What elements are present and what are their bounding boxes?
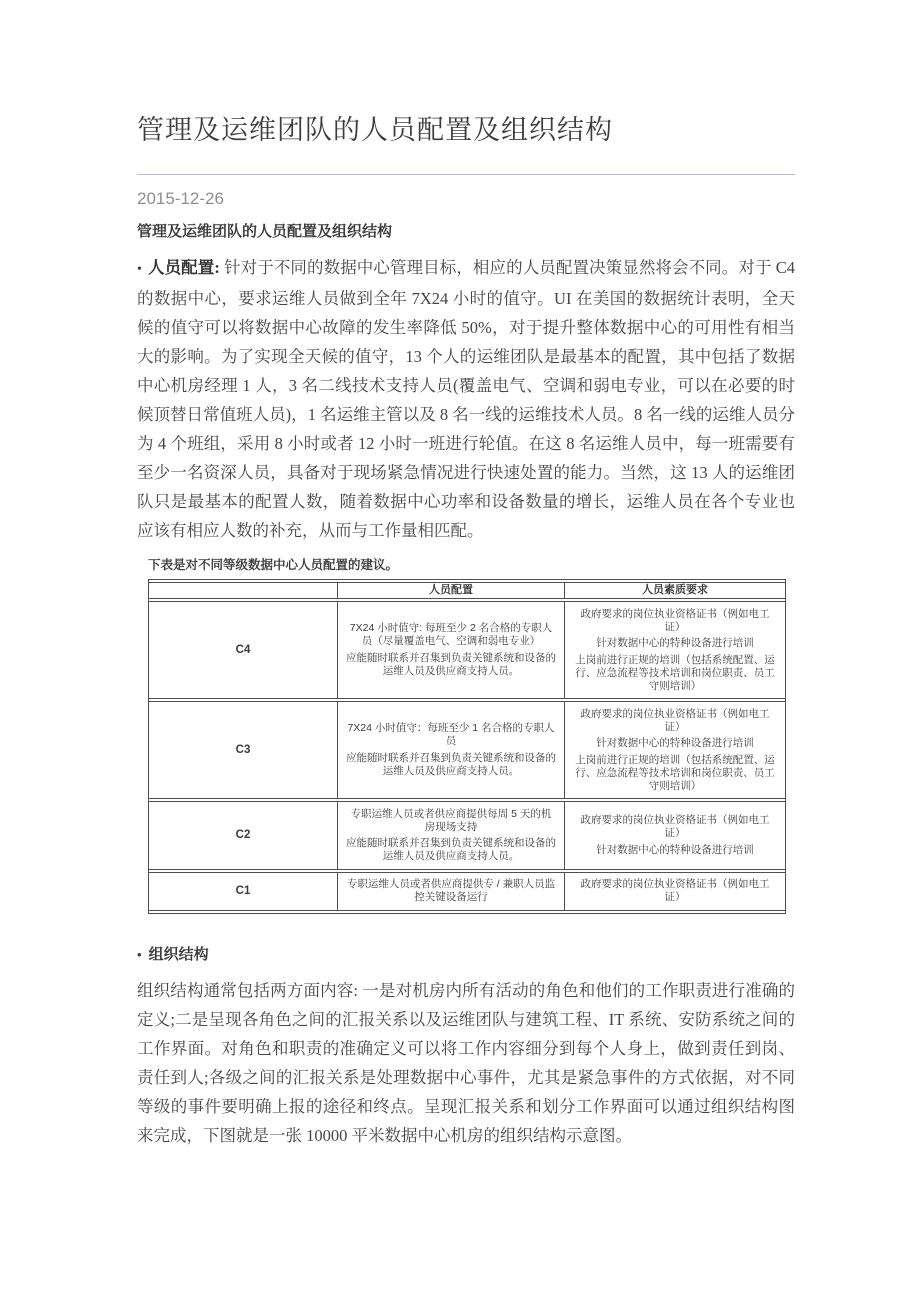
quality-item: 政府要求的岗位执业资格证书（例如电工证）	[580, 814, 770, 839]
document-content	[137, 110, 795, 1150]
table-row-c2	[149, 801, 785, 870]
publish-date: 2015-12-26	[137, 189, 224, 208]
section-heading: 管理及运维团队的人员配置及组织结构	[137, 223, 393, 240]
header-tier	[149, 582, 337, 599]
config-cell	[337, 701, 564, 799]
config-cell	[337, 601, 564, 699]
quality-item: 政府要求的岗位执业资格证书（例如电工证）	[580, 707, 770, 733]
tier-cell: C1	[149, 872, 337, 911]
config-item: 应能随时联系并召集到负责关键系统和设备的运维人员及供应商支持人员。	[346, 837, 556, 862]
header-quality: 人员素质要求	[564, 582, 785, 599]
quality-cell	[564, 601, 785, 699]
config-item: 7X24 小时值守: 每班至少 2 名合格的专职人员（尽量覆盖电气、空调和弱电专业）	[349, 622, 553, 648]
page-title: 管理及运维团队的人员配置及组织结构	[137, 115, 613, 145]
org-structure-paragraph: 组织结构通常包括两方面内容: 一是对机房内所有活动的角色和他们的工作职责进行准确的定义;二是呈现各角色之间的汇报关系以及运维团队与建筑工程、IT 系统、安防系统之间的工作界面。对角色和职责的准确定义可以将工作内容细分到每个人身上，做到责任到岗、责任到人;各级之间的汇报关系是处理数据中心事件，尤其是紧急事件的方式依据，对不同等级的事件要明确上报的途径和终点。呈现汇报关系和划分工作界面可以通过组织结构图来完成，下图就是一张 10000 平米数据中心机房的组织结构示意图。	[137, 980, 795, 1145]
table-row-c4	[149, 601, 785, 699]
table-row-c1	[149, 872, 785, 911]
header-config: 人员配置	[337, 582, 564, 599]
table-caption: 下表是对不同等级数据中心人员配置的建议。	[148, 558, 399, 572]
title-divider	[137, 174, 795, 175]
config-item: 应能随时联系并召集到负责关键系统和设备的运维人员及供应商支持人员。	[346, 751, 556, 777]
tier-cell: C4	[149, 601, 337, 699]
bullet-marker: •	[137, 946, 142, 962]
tier-cell: C2	[149, 801, 337, 870]
config-item: 专职运维人员或者供应商提供专 / 兼职人员监控关键设备运行	[346, 878, 556, 903]
quality-item: 针对数据中心的特种设备进行培训	[596, 637, 754, 649]
org-structure-heading-label: 组织结构	[148, 945, 209, 963]
tier-table	[148, 579, 786, 914]
quality-item: 政府要求的岗位执业资格证书（例如电工证）	[580, 878, 770, 903]
table-row-c3	[149, 701, 785, 799]
config-cell	[337, 872, 564, 911]
quality-item: 上岗前进行正规的培训（包括系统配置、运行、应急流程等技术培训和岗位职责、员工守则培训）	[575, 753, 775, 792]
quality-cell	[564, 801, 785, 870]
config-item: 应能随时联系并召集到负责关键系统和设备的运维人员及供应商支持人员。	[346, 651, 556, 677]
quality-item: 政府要求的岗位执业资格证书（例如电工证）	[580, 607, 770, 633]
quality-item: 针对数据中心的特种设备进行培训	[596, 843, 754, 856]
quality-item: 针对数据中心的特种设备进行培训	[596, 737, 754, 749]
bullet-marker: •	[137, 262, 142, 277]
personnel-paragraph	[137, 253, 795, 545]
personnel-label: 人员配置:	[147, 258, 220, 277]
config-item: 专职运维人员或者供应商提供每周 5 天的机房现场支持	[350, 807, 552, 833]
config-cell	[337, 801, 564, 870]
personnel-body-text: 针对于不同的数据中心管理目标，相应的人员配置决策显然将会不同。对于 C4 的数据中心，要求运维人员做到全年 7X24 小时的值守。UI 在美国的数据统计表明，全天候的值守可以将数据中心故障的发生率降低 50%，对于提升整体数据中心的可用性有相当大的影响。为了实现全天候的值守，13 个人的运维团队是最基本的配置，其中包括了数据中心机房经理 1 人，3 名二线技术支持人员(覆盖电气、空调和弱电专业，可以在必要的时候顶替日常值班人员)，1 名运维主管以及 8 名一线的运维技术人员。8 名一线的运维人员分为 4 个班组，采用 8 小时或者 12 小时一班进行轮值。在这 8 名运维人员中，每一班需要有至少一名资深人员，具备对于现场紧急情况进行快速处置的能力。当然，这 13 人的运维团队只是最基本的配置人数，随着数据中心功率和设备数量的增长，运维人员在各个专业也应该有相应人数的补充，从而与工作量相匹配。	[137, 258, 795, 540]
quality-cell	[564, 701, 785, 799]
quality-cell	[564, 872, 785, 911]
table-header-row	[149, 582, 785, 599]
quality-item: 上岗前进行正规的培训（包括系统配置、运行、应急流程等技术培训和岗位职责、员工守则培训）	[575, 653, 775, 692]
config-item: 7X24 小时值守：每班至少 1 名合格的专职人员	[347, 722, 555, 748]
org-structure-heading	[137, 944, 795, 965]
tier-cell: C3	[149, 701, 337, 799]
